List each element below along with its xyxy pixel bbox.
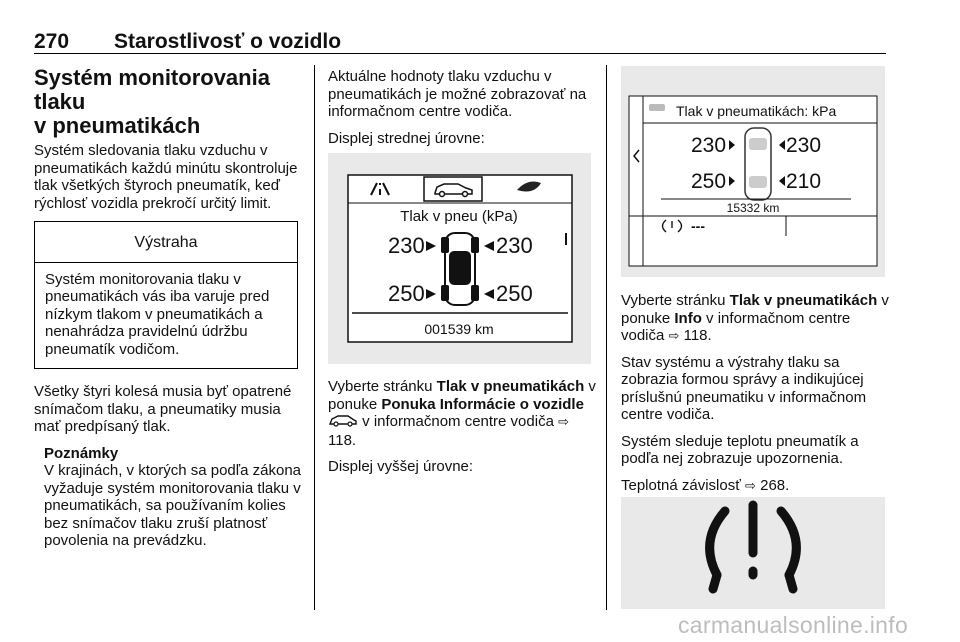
page-header [34, 30, 886, 52]
temperature-dependency: Teplotná závislosť ⇨ 268. [621, 476, 790, 494]
column-middle-lower [328, 378, 596, 485]
tire-front-right: 230 [786, 134, 822, 157]
tire-front-left: 230 [691, 134, 727, 157]
column-divider [314, 65, 315, 610]
note-block [34, 445, 302, 550]
warning-box [34, 221, 298, 369]
status-paragraph: Stav systému a výstrahy tlaku sa zobrazia formou správy a indikujúcej príslušnú pneumatiku v informačnom centre vodiča. [621, 353, 867, 423]
sensor-paragraph: Všetky štyri kolesá musia byť opatrené snímačom tlaku, a pneumatiky musia mať predpísaný tlak. [34, 383, 292, 435]
section-title: Systém monitorovania tlaku v pneumatikách [34, 65, 270, 138]
car-topview-icon [745, 128, 771, 200]
tire-front-left: 230 [388, 233, 425, 258]
watermark: carmanualsonline.info [678, 612, 909, 638]
mid-level-instruction: Vyberte stránku Tlak v pneumatikách v ponuke Ponuka Informácie o vozidle v informačnom centre vodiča ⇨ 118. [328, 378, 596, 449]
tpms-warning-icon [710, 505, 797, 589]
upper-level-label: Displej vyššej úrovne: [328, 458, 474, 475]
odometer: 15332 km [726, 201, 780, 215]
page-reference[interactable]: 268. [760, 476, 790, 494]
ref-arrow-icon: ⇨ [668, 328, 680, 343]
tire-rear-left: 250 [388, 281, 425, 306]
warning-title: Výstraha [35, 222, 297, 263]
tire-rear-right: 210 [786, 170, 822, 193]
header-rule [34, 53, 886, 54]
tire-rear-left: 250 [691, 170, 727, 193]
warning-text: Systém monitorovania tlaku v pneumatikách vás iba varuje pred nízkym tlakom v pneumatikách a nenahrádza pravidelnú údržbu pneumatík vodičom. [45, 270, 270, 358]
car-icon [328, 413, 358, 432]
tire-rear-right: 250 [496, 281, 533, 306]
mid-level-label: Displej strednej úrovne: [328, 129, 485, 147]
column-right [621, 292, 889, 503]
page-reference[interactable]: 118. [683, 327, 712, 344]
column-divider [606, 65, 607, 610]
tab-vehicle-info [424, 177, 482, 201]
display-title: Tlak v pneu (kPa) [400, 208, 518, 225]
tire-front-right: 230 [496, 233, 533, 258]
page-reference[interactable]: 118. [328, 431, 357, 449]
note-text: V krajinách, v ktorých sa podľa zákona vyžaduje systém monitorovania tlaku v pneumatikách, sa používaním kolies bez snímačov tlaku zruší platnosť povolenia na prevádzku. [44, 462, 302, 549]
upper-level-display-image [621, 66, 885, 277]
note-title: Poznámky [44, 444, 119, 462]
column-middle [328, 68, 596, 156]
chapter-title: Starostlivosť o vozidlo [114, 30, 342, 53]
intro-paragraph: Systém sledovania tlaku vzduchu v pneumatikách každú minútu skontroluje tlak všetkých štyroch pneumatík, keď rýchlosť vozidla prekročí určitý limit. [34, 142, 298, 212]
column-left [34, 66, 302, 550]
mid-level-display-image [328, 153, 591, 364]
car-small-icon [649, 104, 665, 111]
car-topview-icon [441, 233, 479, 305]
status-text: --- [691, 218, 705, 234]
tpms-warning-image [621, 497, 885, 609]
ref-arrow-icon: ⇨ [558, 414, 569, 430]
temperature-paragraph: Systém sleduje teplotu pneumatík a podľa nej zobrazuje upozornenia. [621, 432, 859, 467]
odometer: 001539 km [424, 321, 494, 337]
display-title: Tlak v pneumatikách: kPa [676, 103, 837, 119]
display-paragraph: Aktuálne hodnoty tlaku vzduchu v pneumatikách je možné zobrazovať na informačnom centre vodiča. [328, 68, 587, 120]
page-number: 270 [34, 30, 70, 53]
ref-arrow-icon: ⇨ [745, 477, 756, 493]
upper-level-instruction: Vyberte stránku Tlak v pneumatikách v ponuke Info v informačnom centre vodiča ⇨ 118. [621, 292, 889, 344]
